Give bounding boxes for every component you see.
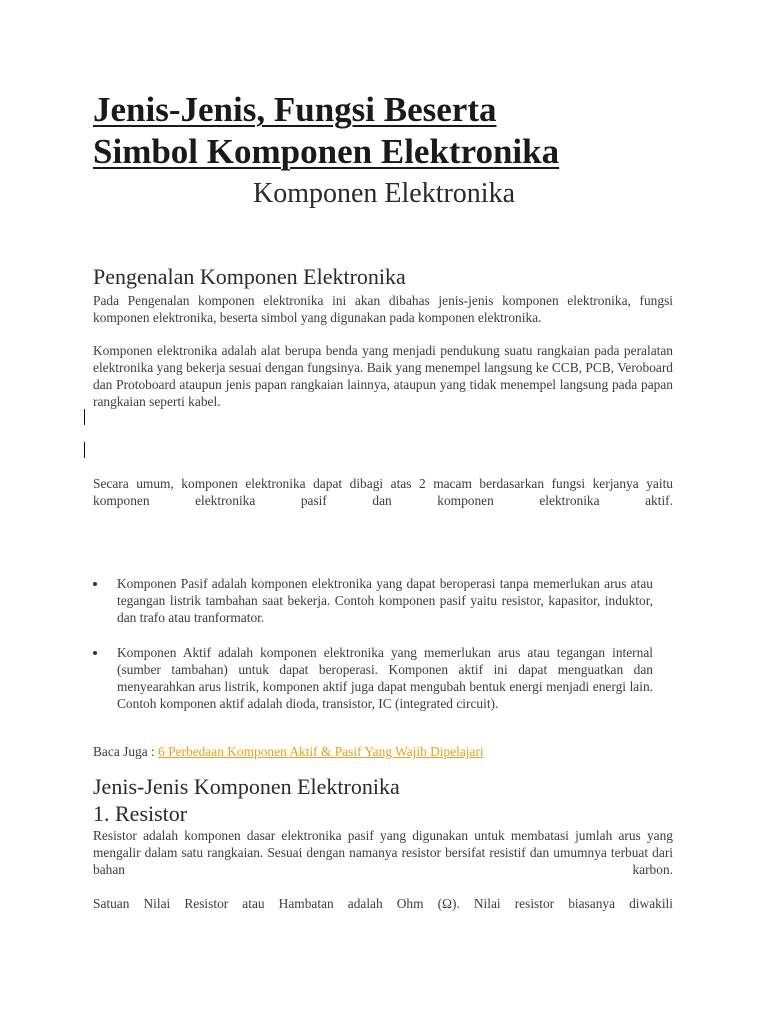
classification-paragraph: Secara umum, komponen elektronika dapat dibagi atas 2 macam berdasarkan fungsi kerjanya yaitu komponen elektronika pasif dan komponen elektronika aktif.: [93, 476, 673, 508]
see-also-link[interactable]: 6 Perbedaan Komponen Aktif & Pasif Yang Wajib Dipelajari: [158, 744, 484, 759]
resistor-unit-paragraph: Satuan Nilai Resistor atau Hambatan adalah Ohm (Ω). Nilai resistor biasanya diwakili: [93, 896, 673, 911]
list-item-text: Komponen Pasif adalah komponen elektronika yang dapat beroperasi tanpa memerlukan arus atau tegangan listrik tambahan saat bekerja. Contoh komponen pasif yaitu resistor, kapasitor, induktor, dan trafo atau tranformator.: [117, 576, 653, 625]
list-item: [93, 575, 653, 626]
section-heading-pengenalan: Pengenalan Komponen Elektronika: [93, 264, 406, 289]
document-title: [93, 89, 673, 173]
section-heading-jenis: Jenis-Jenis Komponen Elektronika: [93, 774, 400, 799]
see-also-label: Baca Juga :: [93, 744, 159, 759]
document-subtitle: Komponen Elektronika: [252, 178, 516, 209]
bullet-icon: [93, 582, 97, 586]
intro-paragraph: Pada Pengenalan komponen elektronika ini akan dibahas jenis-jenis komponen elektronika, fungsi komponen elektronika, beserta simbol yang digunakan pada komponen elektronika.: [93, 293, 673, 325]
definition-paragraph: Komponen elektronika adalah alat berupa benda yang menjadi pendukung suatu rangkaian pada peralatan elektronika yang bekerja sesuai dengan fungsinya. Baik yang menempel langsung ke CCB, PCB, Veroboard dan Protoboard ataupun jenis papan rangkaian lainnya, ataupun yang tidak menempel langsung pada papan rangkaian seperti kabel.: [93, 343, 673, 409]
title-line-2: Simbol Komponen Elektronika: [93, 132, 560, 171]
title-line-1: Jenis-Jenis, Fungsi Beserta: [93, 90, 497, 129]
text-cursor: [84, 442, 85, 458]
list-item: [93, 644, 653, 712]
list-item-text: Komponen Aktif adalah komponen elektronika yang memerlukan arus atau tegangan internal (sumber tambahan) untuk dapat beroperasi. Komponen aktif ini dapat menguatkan dan menyearahkan arus listrik, komponen aktif juga dapat mengubah bentuk energi menjadi energi lain. Contoh komponen aktif adalah dioda, transistor, IC (integrated circuit).: [117, 645, 653, 711]
see-also-line: [93, 743, 484, 760]
text-cursor: [84, 409, 85, 425]
resistor-paragraph: Resistor adalah komponen dasar elektronika pasif yang digunakan untuk membatasi jumlah arus yang mengalir dalam satu rangkaian. Sesuai dengan namanya resistor bersifat resistif dan umumnya terbuat dari bahan karbon.: [93, 828, 673, 877]
bullet-icon: [93, 651, 97, 655]
component-type-list: [93, 575, 653, 730]
subsection-heading-resistor: 1. Resistor: [93, 801, 188, 826]
